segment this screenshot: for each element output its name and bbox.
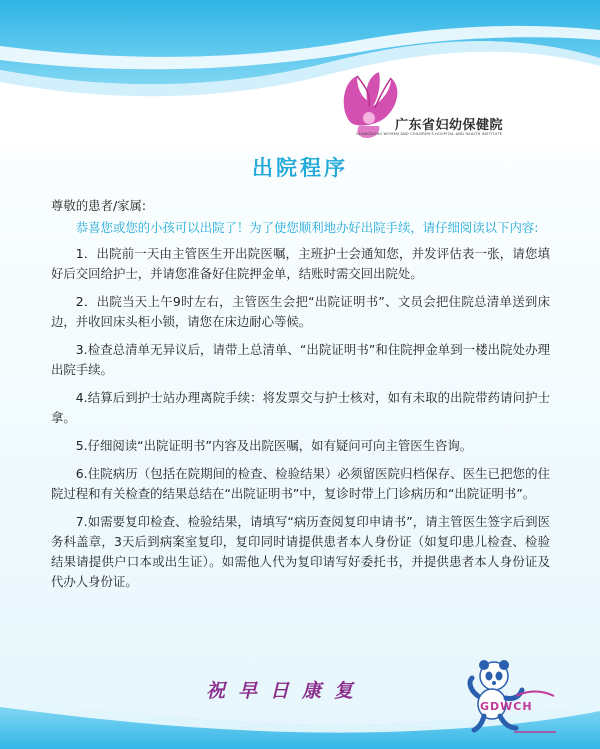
mascot-logo-text: GDWCH (480, 700, 533, 713)
list-item: 6.住院病历（包括在院期间的检查、检验结果）必须留医院归档保存、医生已把您的住院过程和有关检查的结果总结在“出院证明书”中，复诊时带上门诊病历和“出院证明书”。 (51, 466, 550, 501)
hospital-name-english: GUANGDONG WOMEN AND CHILDREN'S HOSPITAL AND HEALTH INSTITUTE (356, 132, 503, 136)
list-item: 5.仔细阅读“出院证明书”内容及出院医嘱，如有疑问可向主管医生咨询。 (75, 438, 473, 453)
list-item: 7.如需要复印检查、检验结果，请填写“病历查阅复印申请书”，请主管医生签字后到医务科盖章，3天后到病案室复印，复印同时请提供患者本人身份证（如复印患儿检查、检验结果请提供户口本或出生证）。如需他人代为复印请写好委托书，并提供患者本人身份证及代办人身份证。 (51, 514, 550, 589)
list-item: 4.结算后到护士站办理离院手续：将发票交与护士核对，如有未取的出院带药请问护士拿。 (51, 390, 550, 425)
top-wave-decoration (0, 0, 600, 150)
list-item: 2．出院当天上午9时左右，主管医生会把“出院证明书”、文员会把住院总清单送到床边，并收回床头柜小锁，请您在床边耐心等候。 (51, 294, 550, 329)
page-title: 出院程序 (252, 156, 348, 180)
hospital-name: 广东省妇幼保健院 (395, 118, 504, 133)
intro-paragraph: 恭喜您或您的小孩可以出院了！为了使您顺利地办好出院手续，请仔细阅读以下内容: (75, 220, 539, 235)
wish-text: 祝早日康复 (206, 680, 367, 702)
salutation: 尊敬的患者/家属: (51, 198, 147, 213)
notice-body (51, 196, 550, 600)
list-item: 3.检查总清单无异议后，请带上总清单、“出院证明书”和住院押金单到一楼出院处办理出院手续。 (51, 342, 550, 377)
list-item: 1．出院前一天由主管医生开出院医嘱，主班护士会通知您，并发评估表一张，请您填好后交回给护士，并请您准备好住院押金单，结账时需交回出院处。 (51, 246, 550, 281)
panda-mascot-icon (458, 656, 558, 740)
